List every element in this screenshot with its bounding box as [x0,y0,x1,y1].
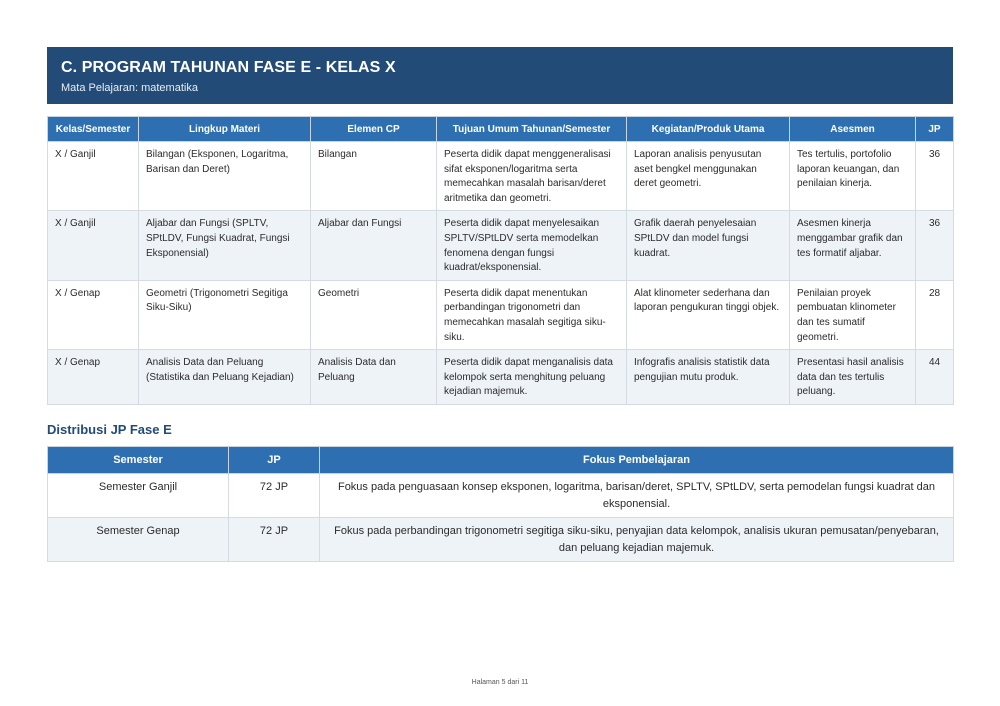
cell-lingkup: Geometri (Trigonometri Segitiga Siku-Siku) [139,280,311,349]
column-header: Kelas/Semester [48,117,139,142]
cell-lingkup: Analisis Data dan Peluang (Statistika dan Peluang Kejadian) [139,350,311,405]
column-header: Elemen CP [311,117,437,142]
column-header: Fokus Pembelajaran [320,446,954,473]
distribution-section-title: Distribusi JP Fase E [47,421,172,437]
column-header: JP [229,446,320,473]
cell-semester: Semester Genap [48,517,229,561]
cell-tujuan: Peserta didik dapat menyelesaikan SPLTV/SPtLDV serta memodelkan fenomena dengan fungsi kuadrat/eksponensial. [437,211,627,280]
cell-kelas: X / Genap [48,280,139,349]
cell-elemen: Geometri [311,280,437,349]
cell-jp: 28 [916,280,954,349]
page-subtitle: Mata Pelajaran: matematika [61,82,198,94]
section-header-banner [47,47,953,104]
page-number-footer: Halaman 5 dari 11 [471,679,529,686]
cell-fokus: Fokus pada penguasaan konsep eksponen, logaritma, barisan/deret, SPLTV, SPtLDV, serta pemodelan fungsi kuadrat dan eksponensial. [320,473,954,517]
column-header: Kegiatan/Produk Utama [627,117,790,142]
cell-tujuan: Peserta didik dapat menentukan perbandingan trigonometri dan memecahkan masalah segitiga siku-siku. [437,280,627,349]
cell-asesmen: Asesmen kinerja menggambar grafik dan tes formatif aljabar. [790,211,916,280]
cell-kegiatan: Grafik daerah penyelesaian SPtLDV dan model fungsi kuadrat. [627,211,790,280]
cell-elemen: Bilangan [311,142,437,211]
cell-kegiatan: Alat klinometer sederhana dan laporan pengukuran tinggi objek. [627,280,790,349]
cell-kelas: X / Genap [48,350,139,405]
cell-kegiatan: Laporan analisis penyusutan aset bengkel menggunakan deret geometri. [627,142,790,211]
cell-asesmen: Penilaian proyek pembuatan klinometer dan tes sumatif geometri. [790,280,916,349]
table-header-row [48,446,954,473]
document-page [47,47,953,562]
cell-lingkup: Bilangan (Eksponen, Logaritma, Barisan dan Deret) [139,142,311,211]
table-row [48,350,954,405]
cell-jp: 36 [916,211,954,280]
table-row [48,142,954,211]
cell-jp: 72 JP [229,473,320,517]
page-title: C. PROGRAM TAHUNAN FASE E - KELAS X [61,59,396,76]
cell-kelas: X / Ganjil [48,211,139,280]
cell-elemen: Aljabar dan Fungsi [311,211,437,280]
column-header: Asesmen [790,117,916,142]
cell-asesmen: Tes tertulis, portofolio laporan keuangan, dan penilaian kinerja. [790,142,916,211]
table-row [48,517,954,561]
cell-tujuan: Peserta didik dapat menganalisis data kelompok serta menghitung peluang kejadian majemuk. [437,350,627,405]
cell-tujuan: Peserta didik dapat menggeneralisasi sifat eksponen/logaritma serta memecahkan masalah barisan/deret aritmetika dan geometri. [437,142,627,211]
cell-lingkup: Aljabar dan Fungsi (SPLTV, SPtLDV, Fungsi Kuadrat, Fungsi Eksponensial) [139,211,311,280]
table-row [48,211,954,280]
cell-fokus: Fokus pada perbandingan trigonometri segitiga siku-siku, penyajian data kelompok, analisis ukuran pemusatan/penyebaran, dan peluang kejadian majemuk. [320,517,954,561]
cell-elemen: Analisis Data dan Peluang [311,350,437,405]
table-row [48,280,954,349]
column-header: JP [916,117,954,142]
distribution-table [47,446,954,562]
cell-jp: 36 [916,142,954,211]
table-header-row [48,117,954,142]
cell-asesmen: Presentasi hasil analisis data dan tes tertulis peluang. [790,350,916,405]
column-header: Semester [48,446,229,473]
cell-kelas: X / Ganjil [48,142,139,211]
cell-jp: 72 JP [229,517,320,561]
cell-kegiatan: Infografis analisis statistik data pengujian mutu produk. [627,350,790,405]
column-header: Tujuan Umum Tahunan/Semester [437,117,627,142]
cell-semester: Semester Ganjil [48,473,229,517]
cell-jp: 44 [916,350,954,405]
table-row [48,473,954,517]
column-header: Lingkup Materi [139,117,311,142]
program-tahunan-table [47,116,954,405]
